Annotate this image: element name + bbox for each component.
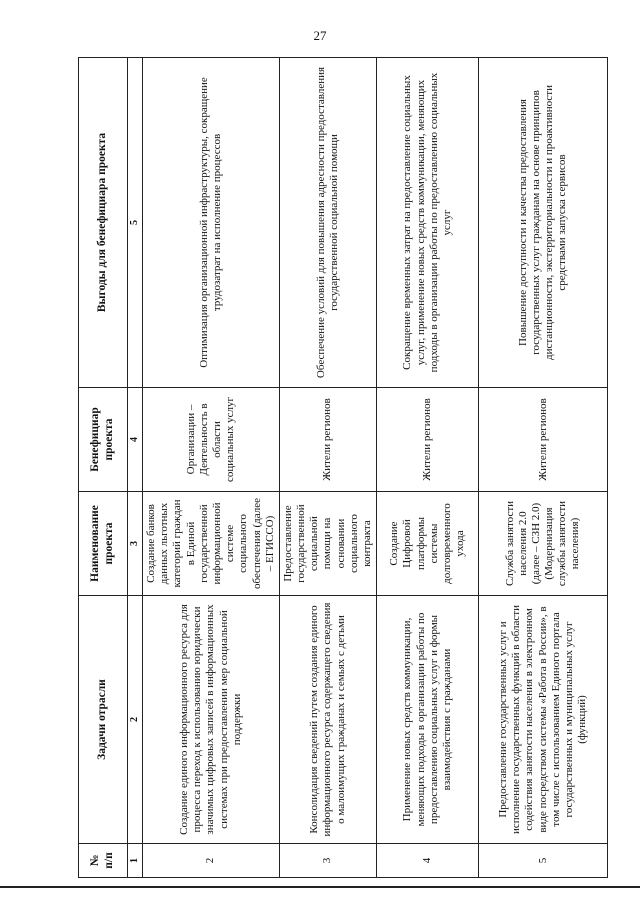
column-number: 1 xyxy=(128,844,143,878)
column-number: 3 xyxy=(128,492,143,596)
row-benefits: Повышение доступности и качества предоставления государственных услуг гражданам на основе принципов дистанционности, экстерриториальности и проактивности средствами запуска сервисов xyxy=(479,58,608,388)
row-task: Создание единого информационного ресурса для процесса переход к использованию юридически значимых цифровых записей в информационных системах при предоставлении мер социальной поддержки xyxy=(143,596,280,844)
header-benefits: Выгоды для бенефициара проекта xyxy=(79,58,128,388)
column-number: 2 xyxy=(128,596,143,844)
row-beneficiary: Жители регионов xyxy=(377,388,479,492)
row-project: Создание Цифровой платформы системы долговременного ухода xyxy=(377,492,479,596)
page-number: 27 xyxy=(313,28,327,43)
header-tasks: Задачи отрасли xyxy=(79,596,128,844)
header-number: № п/п xyxy=(79,844,128,878)
row-number: 5 xyxy=(479,844,608,878)
row-project: Создание банков данных льготных категорий граждан в Единой государственной информационной системе социального обеспечения (далее – ЕГИССО) xyxy=(143,492,280,596)
row-number: 3 xyxy=(279,844,376,878)
row-project: Предоставление государственной социальной помощи на основании социального контракта xyxy=(279,492,376,596)
table-row xyxy=(279,58,376,878)
row-benefits: Оптимизация организационной инфраструктуры, сокращение трудозатрат на исполнение процессов xyxy=(143,58,280,388)
table-header-row xyxy=(79,58,128,878)
table-row xyxy=(377,58,479,878)
row-beneficiary: Организации – Деятельность в области социальных услуг xyxy=(143,388,280,492)
header-beneficiary: Бенефициар проекта xyxy=(79,388,128,492)
column-number-row xyxy=(128,58,143,878)
table-row xyxy=(479,58,608,878)
row-benefits: Обеспечение условий для повышения адресности предоставления государственной социальной помощи xyxy=(279,58,376,388)
row-beneficiary: Жители регионов xyxy=(479,388,608,492)
row-task: Применение новых средств коммуникации, меняющих подходы в организации работы по предоставлению социальных услуг и формы взаимодействия с гражданами xyxy=(377,596,479,844)
row-beneficiary: Жители регионов xyxy=(279,388,376,492)
header-project-name: Наименование проекта xyxy=(79,492,128,596)
row-task: Консолидация сведений путем создания единого информационного ресурса содержащего сведения о малоимущих гражданах и семьях с детьми xyxy=(279,596,376,844)
row-number: 4 xyxy=(377,844,479,878)
table-container xyxy=(78,58,608,878)
row-number: 2 xyxy=(143,844,280,878)
row-project: Служба занятости населения 2.0 (далее – СЗН 2.0) (Модернизация службы занятости населения) xyxy=(479,492,608,596)
page-bottom-rule xyxy=(0,886,640,888)
projects-table xyxy=(78,57,608,878)
column-number: 4 xyxy=(128,388,143,492)
rotated-table-frame xyxy=(78,58,608,878)
row-benefits: Сокращение временных затрат на предоставление социальных услуг, применение новых средств коммуникации, меняющих подходы в организации работы по предоставлению социальных услуг xyxy=(377,58,479,388)
row-task: Предоставление государственных услуг и исполнение государственных функций в области содействия занятости населения в электронном виде посредством системы «Работа в России», в том числе с использованием Единого портала государственных и муниципальных услуг (функций) xyxy=(479,596,608,844)
table-row xyxy=(143,58,280,878)
column-number: 5 xyxy=(128,58,143,388)
